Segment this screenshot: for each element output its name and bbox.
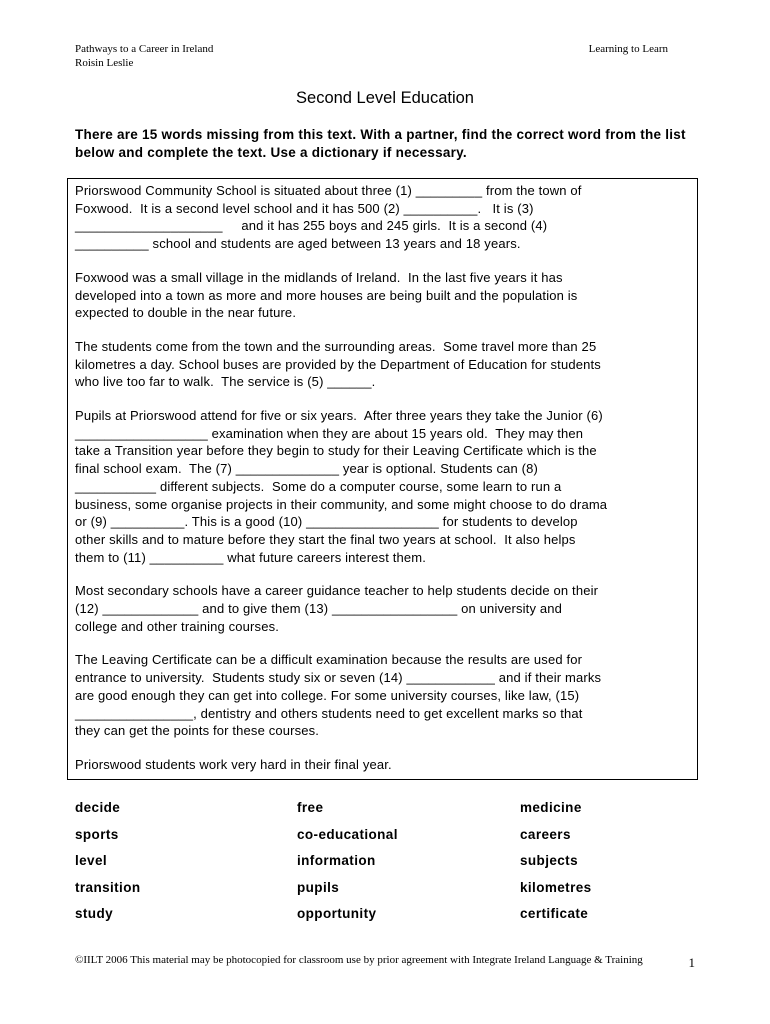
word-item: transition bbox=[75, 879, 141, 895]
word-item: study bbox=[75, 906, 114, 921]
word-item: subjects bbox=[520, 853, 578, 868]
paragraph-2: Foxwood was a small village in the midlands of Ireland. In the last five years it has developed into a town as more and more houses are being built and the population is expected to double in the near future. bbox=[75, 269, 578, 321]
word-item: information bbox=[297, 853, 376, 868]
word-item: co-educational bbox=[297, 826, 398, 842]
text-box bbox=[67, 178, 698, 780]
word-item: decide bbox=[75, 800, 121, 815]
word-item: pupils bbox=[297, 879, 340, 895]
word-row bbox=[75, 879, 695, 906]
word-item: careers bbox=[520, 826, 571, 842]
word-row bbox=[75, 852, 695, 879]
footer-copyright: ©IILT 2006 This material may be photocopied for classroom use by prior agreement with Integrate Ireland Language & Training bbox=[75, 954, 643, 966]
paragraph-5: Most secondary schools have a career guidance teacher to help students decide on their (12) _____________ and to give them (13) _________________ on university and college and other training courses. bbox=[75, 583, 599, 634]
paragraph-7: Priorswood students work very hard in their final year. bbox=[75, 756, 392, 772]
word-item: medicine bbox=[520, 800, 582, 815]
word-item: level bbox=[75, 853, 108, 868]
header-left bbox=[75, 42, 213, 70]
page-title: Second Level Education bbox=[296, 89, 474, 107]
page-number: 1 bbox=[688, 955, 695, 970]
header-section: Learning to Learn bbox=[588, 43, 668, 55]
word-item: certificate bbox=[520, 906, 589, 921]
word-row bbox=[75, 905, 695, 932]
word-row bbox=[75, 799, 695, 826]
word-item: free bbox=[297, 800, 324, 815]
header-course-title: Pathways to a Career in Ireland bbox=[75, 43, 214, 55]
header-author: Roisin Leslie bbox=[75, 57, 134, 69]
word-row bbox=[75, 826, 695, 853]
word-item: sports bbox=[75, 826, 119, 842]
word-item: opportunity bbox=[297, 906, 377, 921]
instructions: There are 15 words missing from this text. With a partner, find the correct word from the list below and complete the text. Use a dictionary if necessary. bbox=[75, 127, 686, 160]
paragraph-1: Priorswood Community School is situated about three (1) _________ from the town of Foxwood. It is a second level school and it has 500 (2) __________. It is (3) ____________________ and it has 255 boys and 245 girls. It is a second (4) __________ school and students are aged between 13 years and 18 years. bbox=[75, 183, 582, 252]
word-list bbox=[75, 799, 695, 932]
paragraph-3: The students come from the town and the surrounding areas. Some travel more than 25 kilometres a day. School buses are provided by the Department of Education for students who live too far to walk. The service is (5) ______. bbox=[75, 338, 601, 390]
paragraph-4: Pupils at Priorswood attend for five or six years. After three years they take the Junior (6) __________________ examination when they are about 15 years old. They may then take a Transition year before they begin to study for their Leaving Certificate which is the final school exam. The (7) ______________ year is optional. Students can (8) ___________ different subjects. Some do a computer course, some learn to run a business, some organise projects in their community, and some might choose to do drama or (9) __________. This is a good (10) __________________ for students to develop other skills and to mature before they start the final two years at school. It also helps them to (11) __________ what future careers interest them. bbox=[75, 408, 608, 565]
word-item: kilometres bbox=[520, 879, 592, 895]
paragraph-6: The Leaving Certificate can be a difficult examination because the results are used for entrance to university. Students study six or seven (14) ____________ and if their marks are good enough they can get into college. For some university courses, like law, (15) ________________, dentistry and others students need to get excellent marks so that they can get the points for these courses. bbox=[75, 652, 602, 739]
